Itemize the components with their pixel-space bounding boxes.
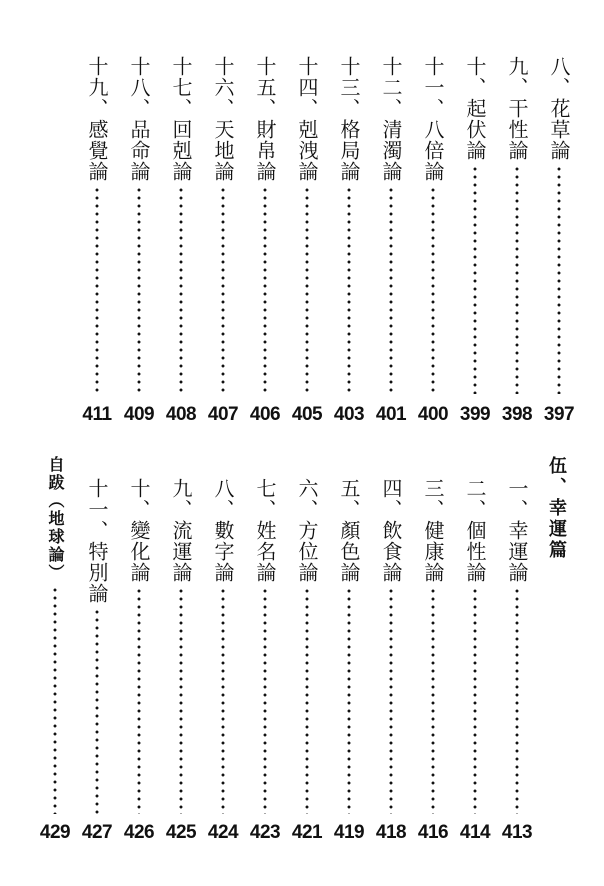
leader-dots [557, 165, 561, 394]
toc-entry-page: 416 [417, 822, 449, 843]
toc-entry-8b [210, 478, 236, 820]
toc-entry-7 [252, 478, 278, 820]
toc-entry-page: 401 [375, 404, 407, 425]
toc-entry-2 [462, 478, 488, 820]
toc-entry-19 [84, 56, 110, 400]
leader-dots [95, 186, 99, 394]
leader-dots [515, 165, 519, 394]
toc-entry-title: 九、干性論 [505, 56, 529, 161]
toc-entry-1 [504, 478, 530, 820]
leader-dots [221, 587, 225, 814]
leader-dots [305, 587, 309, 814]
toc-entry-title: 二、個性論 [463, 478, 487, 583]
toc-entry-14 [294, 56, 320, 400]
toc-entry-11b [84, 478, 110, 820]
toc-entry-title: 十二、清濁論 [379, 56, 403, 182]
toc-entry-title: 十、變化論 [127, 478, 151, 583]
toc-entry-title: 自跋（地球論） [46, 456, 65, 582]
leader-dots [473, 165, 477, 394]
toc-entry-page: 413 [501, 822, 533, 843]
leader-dots [137, 587, 141, 814]
toc-entry-page: 398 [501, 404, 533, 425]
leader-dots [137, 186, 141, 394]
leader-dots [305, 186, 309, 394]
toc-entry-title: 九、流運論 [169, 478, 193, 583]
toc-entry-page: 408 [165, 404, 197, 425]
leader-dots [221, 186, 225, 394]
toc-entry-3 [420, 478, 446, 820]
toc-entry-16 [210, 56, 236, 400]
toc-entry-title: 一、幸運論 [505, 478, 529, 583]
toc-entry-page: 423 [249, 822, 281, 843]
toc-entry-page: 425 [165, 822, 197, 843]
toc-entry-5 [336, 478, 362, 820]
toc-entry-page: 407 [207, 404, 239, 425]
toc-entry-title: 七、姓名論 [253, 478, 277, 583]
leader-dots [347, 186, 351, 394]
toc-entry-9 [504, 56, 530, 400]
toc-entry-page: 411 [82, 404, 112, 425]
leader-dots [179, 186, 183, 394]
toc-entry-4 [378, 478, 404, 820]
leader-dots [53, 586, 57, 814]
toc-entry-page: 427 [81, 822, 113, 843]
toc-entry-title: 十一、八倍論 [421, 56, 445, 182]
toc-entry-10 [462, 56, 488, 400]
toc-entry-afterword [42, 456, 68, 820]
leader-dots [473, 587, 477, 814]
toc-entry-6 [294, 478, 320, 820]
toc-entry-page: 421 [291, 822, 323, 843]
toc-entry-title: 十八、品命論 [127, 56, 151, 182]
leader-dots [431, 186, 435, 394]
toc-entry-page: 406 [249, 404, 281, 425]
toc-entry-18 [126, 56, 152, 400]
toc-entry-title: 十四、剋洩論 [295, 56, 319, 182]
leader-dots [263, 186, 267, 394]
leader-dots [263, 587, 267, 814]
toc-entry-title: 十六、天地論 [211, 56, 235, 182]
leader-dots [95, 608, 99, 814]
toc-entry-title: 十、起伏論 [463, 56, 487, 161]
toc-entry-page: 414 [459, 822, 491, 843]
toc-entry-page: 426 [123, 822, 155, 843]
toc-entry-title: 四、飲食論 [379, 478, 403, 583]
toc-entry-page: 418 [375, 822, 407, 843]
leader-dots [389, 587, 393, 814]
toc-entry-15 [252, 56, 278, 400]
toc-entry-title: 十五、財帛論 [253, 56, 277, 182]
toc-entry-title: 三、健康論 [421, 478, 445, 583]
toc-entry-title: 十七、回剋論 [169, 56, 193, 182]
leader-dots [179, 587, 183, 814]
toc-entry-11 [420, 56, 446, 400]
toc-entry-page: 400 [417, 404, 449, 425]
toc-entry-page: 429 [39, 822, 71, 843]
toc-entry-page: 403 [333, 404, 365, 425]
toc-entry-9b [168, 478, 194, 820]
toc-entry-title: 十九、感覺論 [85, 56, 109, 182]
toc-entry-page: 409 [123, 404, 155, 425]
toc-entry-8 [546, 56, 572, 400]
toc-entry-title: 八、花草論 [547, 56, 571, 161]
toc-entry-page: 399 [459, 404, 491, 425]
toc-entry-13 [336, 56, 362, 400]
toc-entry-title: 十一、特別論 [85, 478, 109, 604]
toc-entry-page: 405 [291, 404, 323, 425]
leader-dots [515, 587, 519, 814]
toc-entry-10b [126, 478, 152, 820]
leader-dots [389, 186, 393, 394]
section-heading: 伍、幸運篇 [546, 456, 567, 561]
toc-entry-17 [168, 56, 194, 400]
toc-entry-title: 五、顏色論 [337, 478, 361, 583]
toc-entry-page: 397 [543, 404, 575, 425]
toc-entry-page: 424 [207, 822, 239, 843]
toc-entry-title: 十三、格局論 [337, 56, 361, 182]
toc-entry-12 [378, 56, 404, 400]
leader-dots [347, 587, 351, 814]
toc-entry-title: 六、方位論 [295, 478, 319, 583]
leader-dots [431, 587, 435, 814]
toc-entry-page: 419 [333, 822, 365, 843]
toc-entry-title: 八、數字論 [211, 478, 235, 583]
